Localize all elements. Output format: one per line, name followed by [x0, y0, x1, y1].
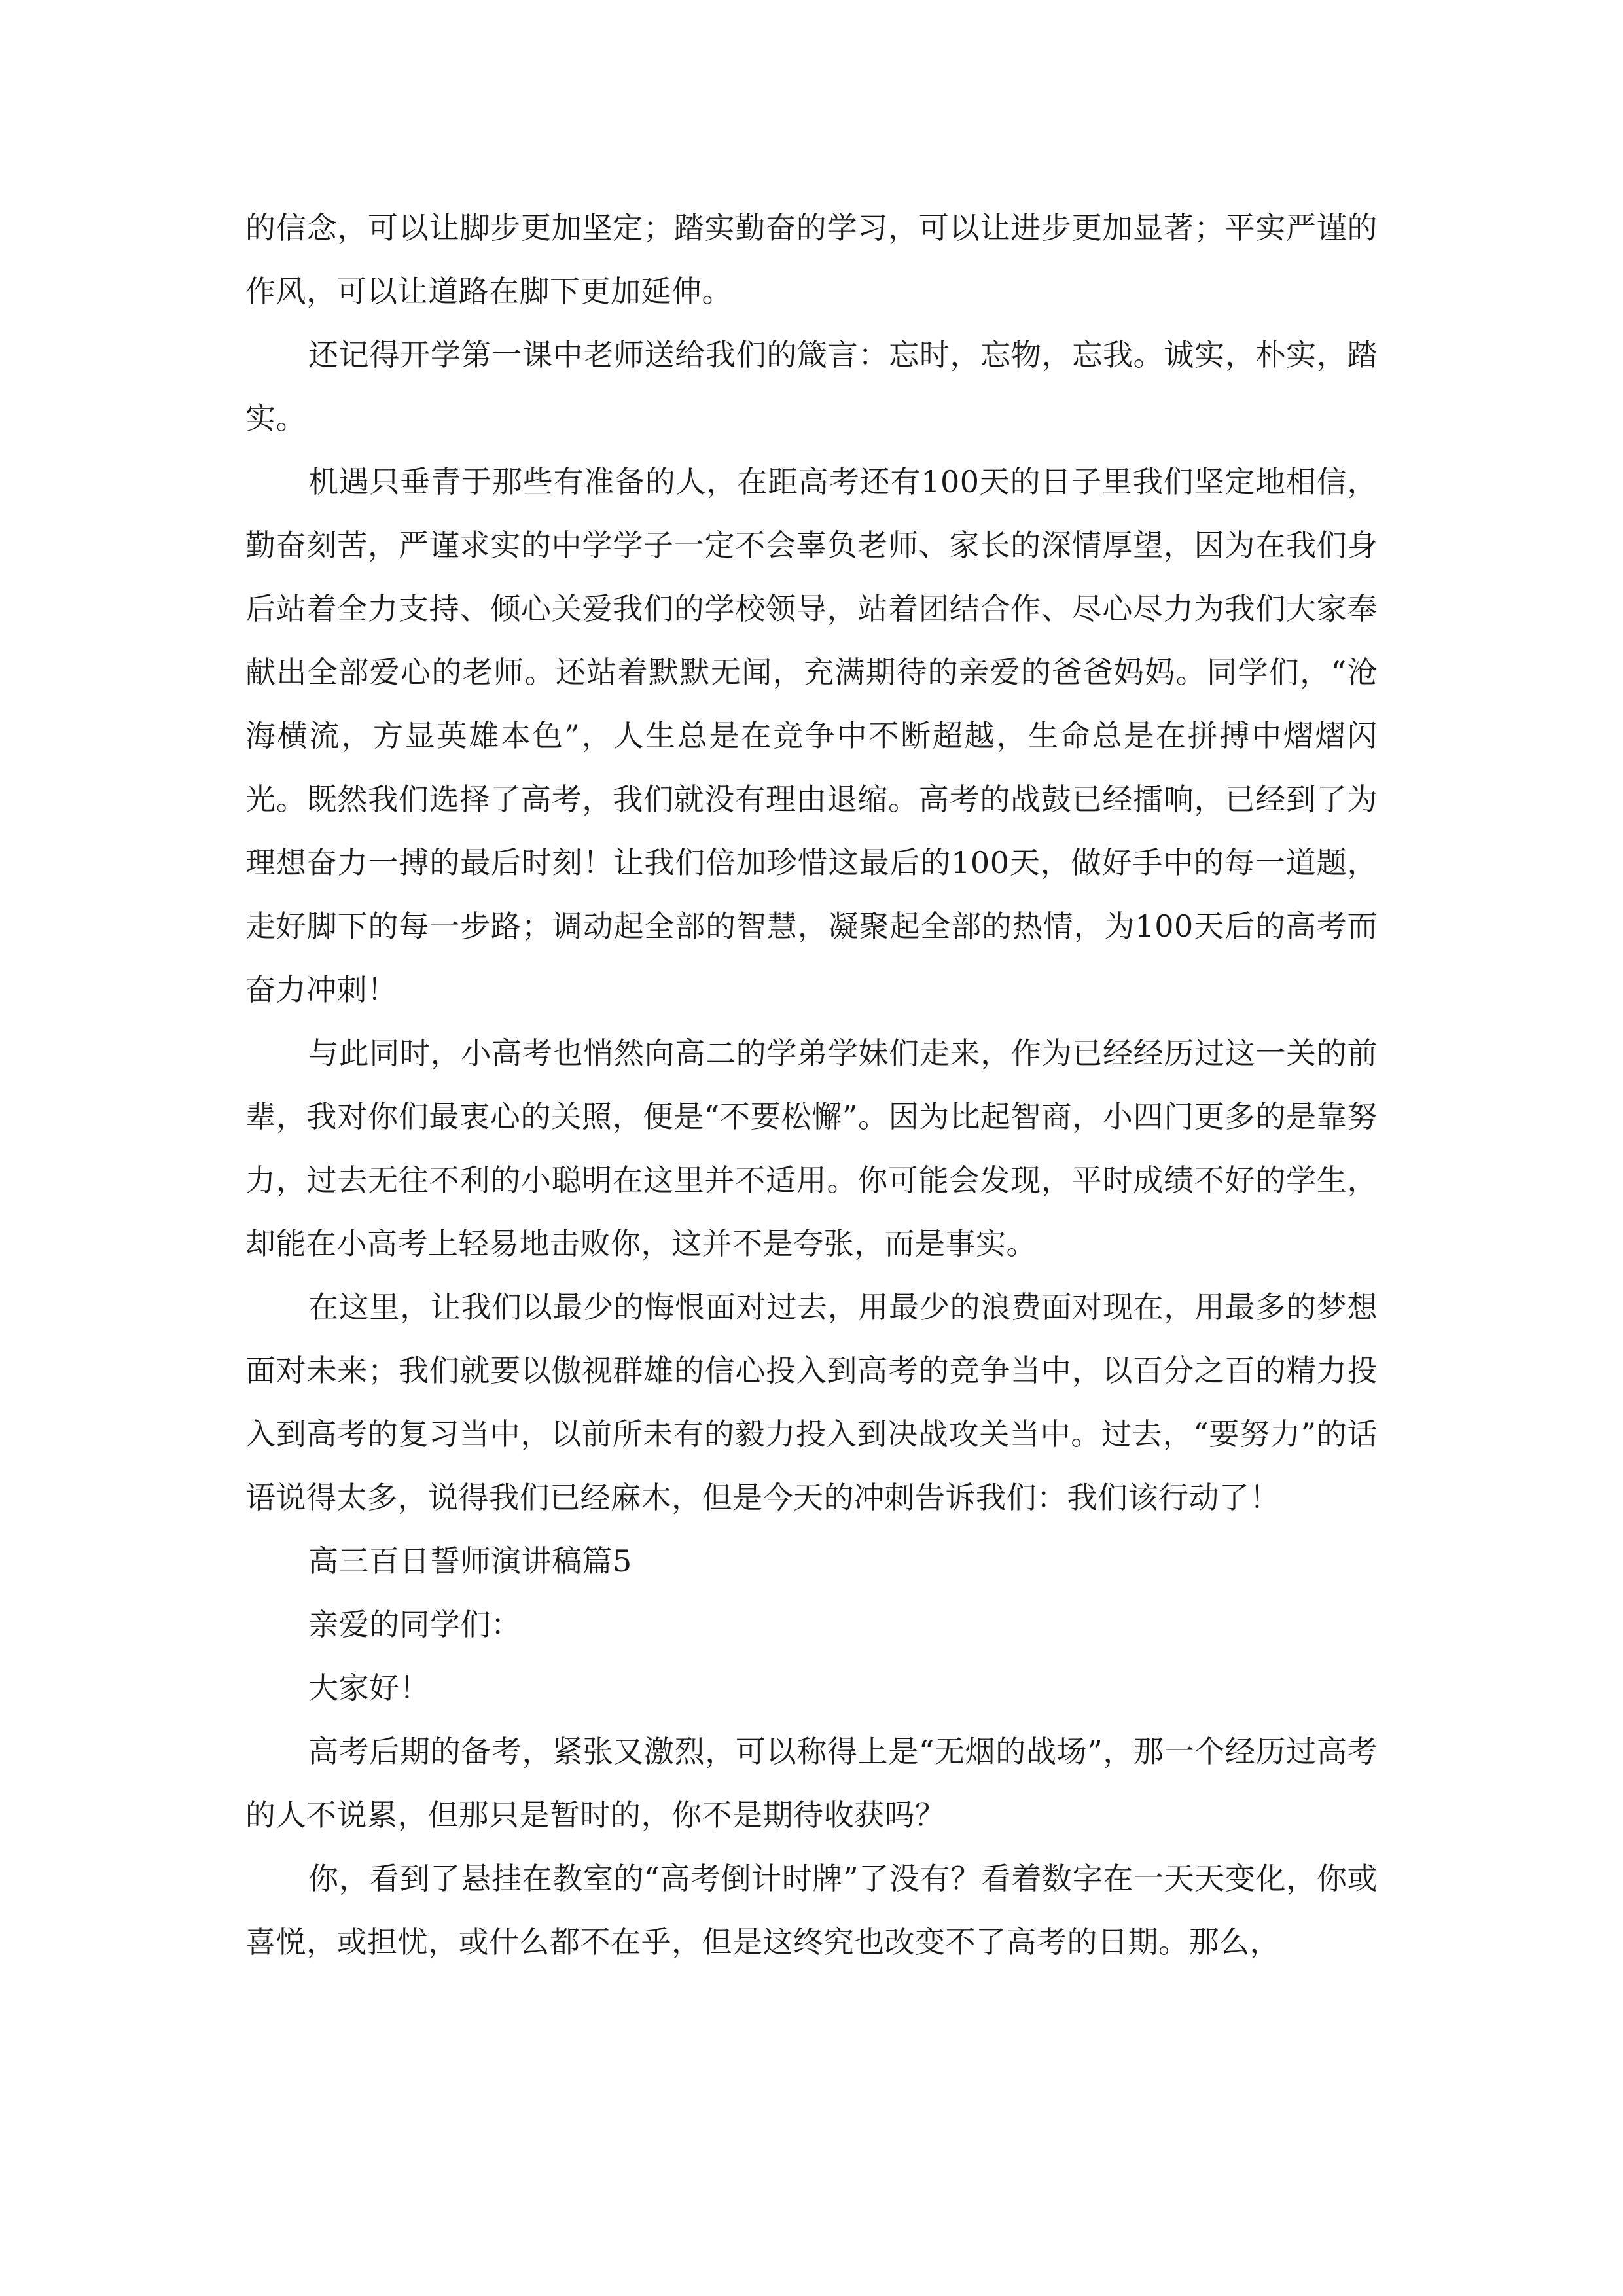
- paragraph-countdown: 你，看到了悬挂在教室的“高考倒计时牌”了没有？看着数字在一天天变化，你或喜悦，或担忧，或什么都不在乎，但是这终究也改变不了高考的日期。那么，: [245, 1861, 1378, 1960]
- paragraph-motto: 还记得开学第一课中老师送给我们的箴言：忘时，忘物，忘我。诚实，朴实，踏实。: [245, 337, 1378, 436]
- section-heading: 高三百日誓师演讲稿篇5: [308, 1543, 632, 1579]
- hello-line: 大家好！: [308, 1670, 430, 1706]
- greeting-line: 亲爱的同学们：: [308, 1607, 522, 1642]
- paragraph-opportunity: 机遇只垂青于那些有准备的人，在距高考还有100天的日子里我们坚定地相信，勤奋刻苦，严谨求实的中学学子一定不会辜负老师、家长的深情厚望，因为在我们身后站着全力支持、倾心关爱我们的学校领导，站着团结合作、尽心尽力为我们大家奉献出全部爱心的老师。还站着默默无闻，充满期待的亲爱的爸爸妈妈。同学们，“沧海横流，方显英雄本色”，人生总是在竞争中不断超越，生命总是在拼搏中熠熠闪光。既然我们选择了高考，我们就没有理由退缩。高考的战鼓已经擂响，已经到了为理想奋力一搏的最后时刻！让我们倍加珍惜这最后的100天，做好手中的每一道题，走好脚下的每一步路；调动起全部的智慧，凝聚起全部的热情，为100天后的高考而奋力冲刺！: [245, 464, 1378, 1007]
- paragraph-late-prep: 高考后期的备考，紧张又激烈，可以称得上是“无烟的战场”，那一个经历过高考的人不说累，但那只是暂时的，你不是期待收获吗？: [245, 1734, 1378, 1833]
- paragraph-continuation: 的信念，可以让脚步更加坚定；踏实勤奋的学习，可以让进步更加显著；平实严谨的作风，可以让道路在脚下更加延伸。: [245, 210, 1378, 309]
- paragraph-xiaogaokao: 与此同时，小高考也悄然向高二的学弟学妹们走来，作为已经经历过这一关的前辈，我对你们最衷心的关照，便是“不要松懈”。因为比起智商，小四门更多的是靠努力，过去无往不利的小聪明在这里并不适用。你可能会发现，平时成绩不好的学生，却能在小高考上轻易地击败你，这并不是夸张，而是事实。: [245, 1035, 1378, 1261]
- document-page: [245, 196, 1378, 1974]
- paragraph-here: 在这里，让我们以最少的悔恨面对过去，用最少的浪费面对现在，用最多的梦想面对未来；我们就要以傲视群雄的信心投入到高考的竞争当中，以百分之百的精力投入到高考的复习当中，以前所未有的毅力投入到决战攻关当中。过去，“要努力”的话语说得太多，说得我们已经麻木，但是今天的冲刺告诉我们：我们该行动了！: [245, 1289, 1378, 1515]
